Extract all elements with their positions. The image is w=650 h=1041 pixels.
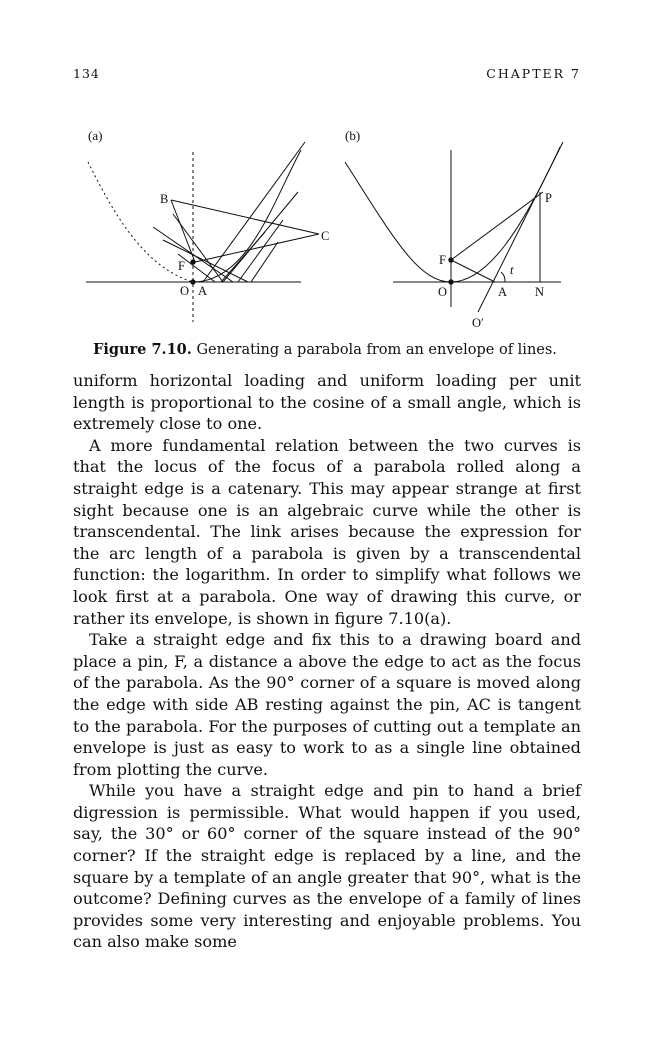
label-n: N — [535, 285, 545, 299]
segment-fp — [451, 192, 543, 260]
label-b: B — [160, 192, 169, 206]
label-f-b: F — [439, 253, 446, 267]
envelope-line — [163, 240, 248, 282]
page-number: 134 — [73, 66, 100, 81]
origin-point-b — [449, 280, 453, 284]
envelope-line — [203, 142, 305, 282]
paragraph: uniform horizontal loading and uniform loading per unit length is proportional to the cosine of a small angle, which is extremely close to one. — [73, 371, 581, 434]
tangent-line — [478, 142, 563, 312]
paragraph: While you have a straight edge and pin to hand a brief digression is permissible. What would happen if you used, say, the 30° or 60° corner of the square instead of the 90° corner? If the straight edge is replaced by a line, and the square by a template of an angle greater that 90°, what is the outcome? Defining curves as the envelope of a family of lines provides some very interesting and enjoyable problems. You can also make some — [73, 781, 581, 952]
body-text — [73, 370, 581, 953]
paragraph: A more fundamental relation between the two curves is that the locus of the focus of a parabola rolled along a straight edge is a catenary. This may appear strange at first sight because one is an algebraic curve while the other is transcendental. The link arises because the expression for the arc length of a parabola is given by a transcendental function: the logarithm. In order to simplify what follows we look first at a parabola. One way of drawing this curve, or rather its envelope, is shown in figure 7.10(a). — [73, 435, 581, 628]
focus-point-a — [191, 260, 195, 264]
focus-point-b — [449, 258, 453, 262]
label-a-b: A — [498, 285, 508, 299]
label-o-prime: O′ — [472, 316, 484, 330]
paragraph: Take a straight edge and fix this to a drawing board and place a pin, F, a distance a above the edge to act as the focus of the parabola. As the 90° corner of a square is moved along the edge with side AB resting against the pin, AC is tangent to the parabola. For the purposes of cutting out a template an envelope is just as easy to work to as a single line obtained from plotting the curve. — [73, 630, 581, 779]
origin-point-a — [191, 280, 195, 284]
label-c: C — [321, 229, 330, 243]
panel-a — [86, 128, 329, 322]
label-a: A — [198, 284, 208, 298]
figure-7-10 — [73, 122, 573, 337]
figure-caption — [0, 341, 650, 358]
panel-b-label: (b) — [345, 128, 361, 143]
label-p: P — [545, 191, 552, 205]
label-t: t — [510, 263, 514, 277]
angle-arc — [501, 272, 505, 282]
label-o-b: O — [438, 285, 448, 299]
caption-label: Figure 7.10. — [93, 341, 192, 358]
label-f: F — [178, 259, 185, 273]
caption-text: Generating a parabola from an envelope of lines. — [196, 342, 557, 358]
label-o: O — [180, 284, 190, 298]
panel-b — [345, 128, 563, 330]
panel-a-label: (a) — [88, 128, 103, 143]
chapter-heading: CHAPTER 7 — [486, 66, 581, 81]
